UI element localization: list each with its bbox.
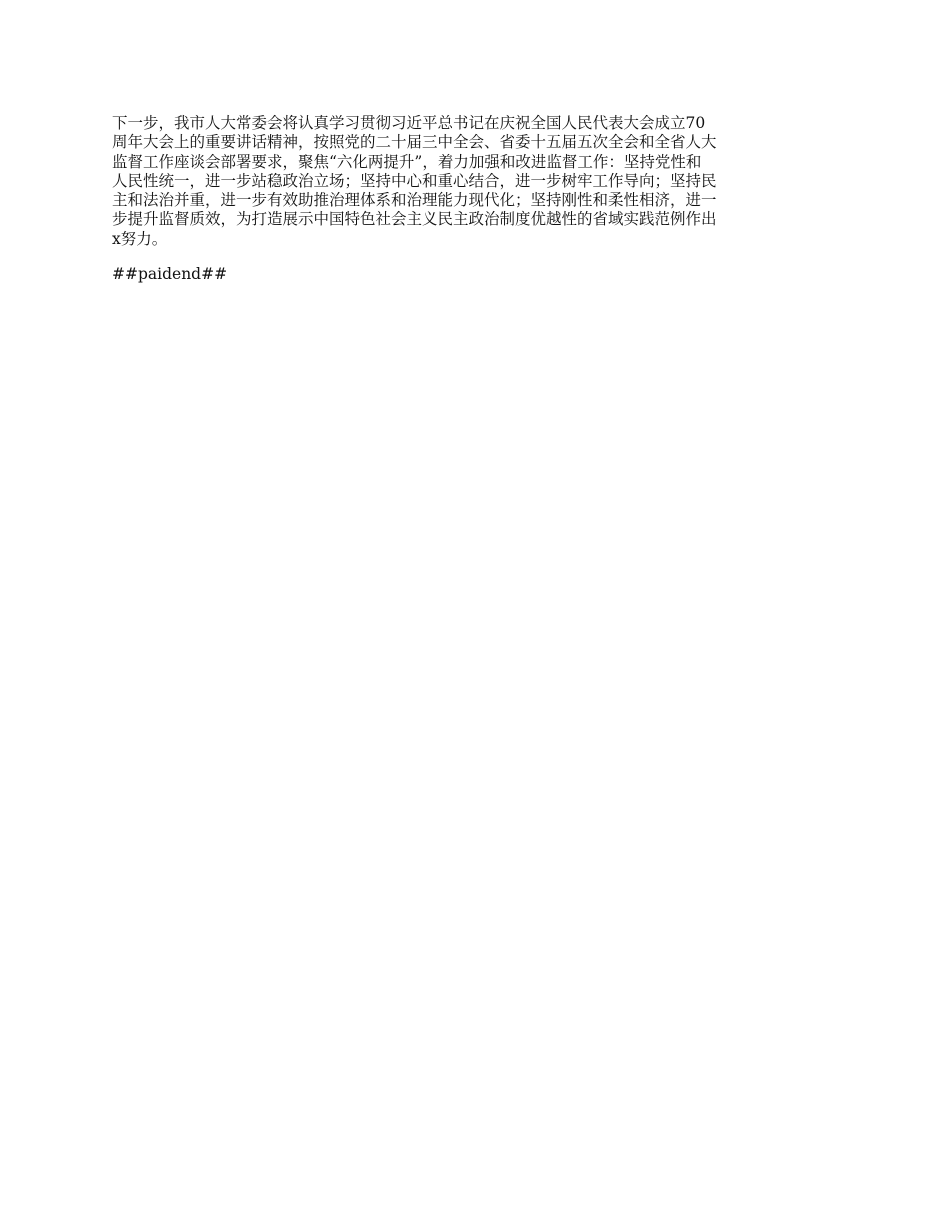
body-paragraph: 下一步，我市人大常委会将认真学习贯彻习近平总书记在庆祝全国人民代表大会成立70 周年大会上的重要讲话精神，按照党的二十届三中全会、省委十五届五次全会和全省人大 监督工作座谈会部署要求，聚焦“六化两提升”，着力加强和改进监督工作：坚持党性和 人民性统一，进一步站稳政治立场；坚持中心和重心结合，进一步树牢工作导向；坚持民 主和法治并重，进一步有效助推治理体系和治理能力现代化；坚持刚性和柔性相济，进一 步提升监督质效，为打造展示中国特色社会主义民主政治制度优越性的省域实践范例作出 x努力。 bbox=[112, 114, 717, 248]
paid-end-marker: ##paidend## bbox=[112, 265, 228, 284]
document-body bbox=[112, 114, 840, 284]
